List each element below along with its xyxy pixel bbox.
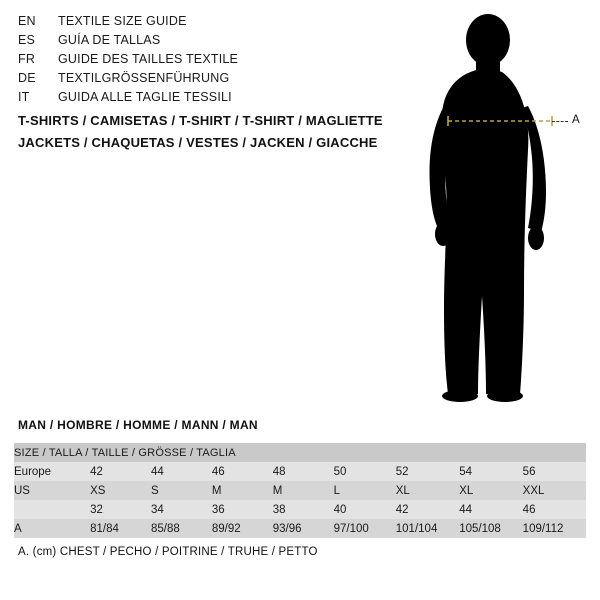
cell: 54 <box>459 462 522 481</box>
size-table <box>14 443 586 538</box>
cell: 42 <box>90 462 151 481</box>
table-group-title: MAN / HOMBRE / HOMME / MANN / MAN <box>18 418 258 432</box>
row-label <box>14 500 90 519</box>
cell: 38 <box>273 500 334 519</box>
cell: 48 <box>273 462 334 481</box>
cell: 32 <box>90 500 151 519</box>
language-text: GUIDA ALLE TAGLIE TESSILI <box>58 90 232 104</box>
measure-leader-line <box>552 121 568 122</box>
cell: 89/92 <box>212 519 273 538</box>
language-text: GUIDE DES TAILLES TEXTILE <box>58 52 239 66</box>
cell: 97/100 <box>334 519 396 538</box>
language-code: IT <box>18 90 30 104</box>
category-jackets: JACKETS / CHAQUETAS / VESTES / JACKEN / GIACCHE <box>18 135 378 150</box>
cell: 101/104 <box>396 519 459 538</box>
language-code: FR <box>18 52 36 66</box>
cell: 46 <box>523 500 586 519</box>
cell: 44 <box>151 462 212 481</box>
row-label: Europe <box>14 462 90 481</box>
language-row <box>18 71 418 90</box>
cell: L <box>334 481 396 500</box>
language-code: ES <box>18 33 36 47</box>
language-row <box>18 33 418 52</box>
table-footnote: A. (cm) CHEST / PECHO / POITRINE / TRUHE / PETTO <box>18 546 318 558</box>
language-text: TEXTILE SIZE GUIDE <box>58 14 187 28</box>
cell: 50 <box>334 462 396 481</box>
silhouette-icon <box>410 10 600 410</box>
measure-label-a: A <box>572 114 580 126</box>
cell: M <box>212 481 273 500</box>
cell: XXL <box>523 481 586 500</box>
cell: 109/112 <box>523 519 586 538</box>
cell: 81/84 <box>90 519 151 538</box>
table-row <box>14 462 586 481</box>
language-text: GUÍA DE TALLAS <box>58 33 161 47</box>
cell: 42 <box>396 500 459 519</box>
language-text: TEXTILGRÖSSENFÜHRUNG <box>58 71 230 85</box>
table-header-row <box>14 443 586 462</box>
cell: XS <box>90 481 151 500</box>
language-code: EN <box>18 14 36 28</box>
table-row <box>14 519 586 538</box>
table-row <box>14 481 586 500</box>
cell: 36 <box>212 500 273 519</box>
language-row <box>18 90 418 109</box>
language-row <box>18 14 418 33</box>
cell: XL <box>459 481 522 500</box>
cell: 105/108 <box>459 519 522 538</box>
cell: M <box>273 481 334 500</box>
language-list <box>18 14 418 109</box>
language-row <box>18 52 418 71</box>
cell: S <box>151 481 212 500</box>
category-tshirts: T-SHIRTS / CAMISETAS / T-SHIRT / T-SHIRT / MAGLIETTE <box>18 113 383 128</box>
cell: 85/88 <box>151 519 212 538</box>
cell: 34 <box>151 500 212 519</box>
table-header-label: SIZE / TALLA / TAILLE / GRÖSSE / TAGLIA <box>14 443 586 462</box>
cell: 52 <box>396 462 459 481</box>
cell: 56 <box>523 462 586 481</box>
cell: 93/96 <box>273 519 334 538</box>
cell: 44 <box>459 500 522 519</box>
table-row <box>14 500 586 519</box>
row-label: US <box>14 481 90 500</box>
cell: 40 <box>334 500 396 519</box>
cell: 46 <box>212 462 273 481</box>
male-silhouette-figure <box>410 10 600 410</box>
cell: XL <box>396 481 459 500</box>
row-label: A <box>14 519 90 538</box>
category-list <box>18 110 438 154</box>
language-code: DE <box>18 71 36 85</box>
